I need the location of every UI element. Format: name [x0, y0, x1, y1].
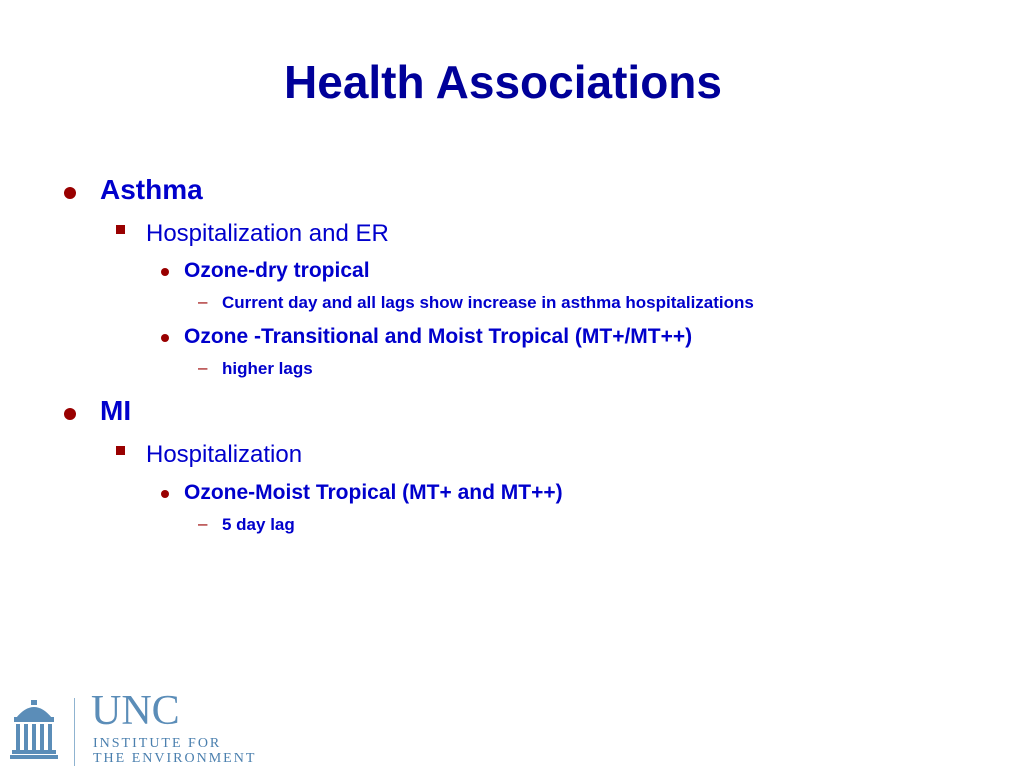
bullet-dash-icon: – — [198, 514, 208, 533]
old-well-logo-icon — [10, 698, 58, 760]
bullet-item-ozone-transitional: Ozone -Transitional and Moist Tropical (MT+/MT++) — [184, 325, 693, 348]
logo-subtitle-line1: INSTITUTE FOR — [93, 736, 222, 751]
bullet-dash-icon: – — [198, 292, 208, 311]
bullet-dot-icon — [64, 187, 76, 199]
logo-subtitle-line2: THE ENVIRONMENT — [93, 751, 257, 766]
bullet-dot-icon — [64, 408, 76, 420]
bullet-dot-icon — [161, 268, 169, 276]
bullet-item-ozone-dry-tropical: Ozone-dry tropical — [184, 259, 370, 282]
logo-wordmark: UNC — [91, 688, 180, 734]
bullet-square-icon — [116, 225, 125, 234]
bullet-item-mi: MI — [100, 395, 132, 426]
bullet-item-5-day-lag: 5 day lag — [222, 515, 295, 534]
bullet-item-ozone-moist-tropical: Ozone-Moist Tropical (MT+ and MT++) — [184, 481, 563, 504]
bullet-item-hospitalization: Hospitalization — [146, 441, 303, 468]
bullet-dot-icon — [161, 490, 169, 498]
bullet-dot-icon — [161, 334, 169, 342]
bullet-item-higher-lags: higher lags — [222, 359, 313, 378]
slide-title: Health Associations — [284, 56, 722, 108]
logo-divider — [74, 698, 75, 766]
bullet-item-current-day: Current day and all lags show increase in asthma hospitalizations — [222, 293, 754, 312]
bullet-item-hospitalization-er: Hospitalization and ER — [146, 220, 389, 247]
bullet-square-icon — [116, 446, 125, 455]
bullet-dash-icon: – — [198, 358, 208, 377]
bullet-item-asthma: Asthma — [100, 174, 203, 205]
